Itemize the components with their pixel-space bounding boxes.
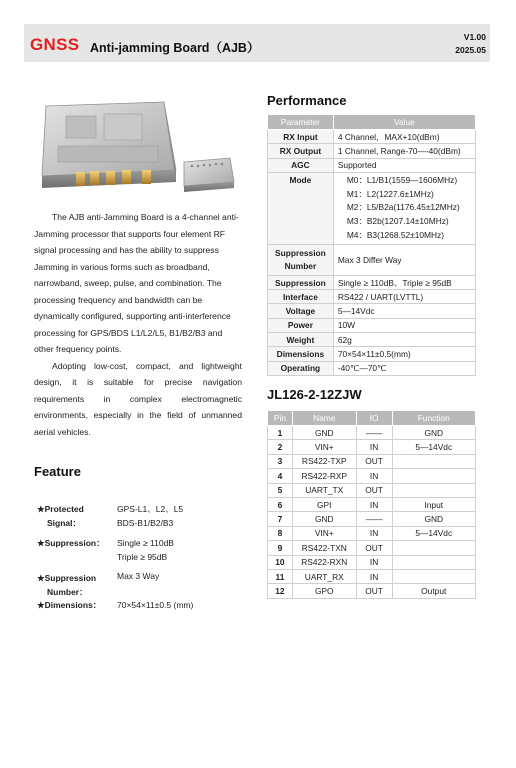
brand-title: GNSS [30, 35, 80, 54]
table-row: 2 VIN+ IN 5—14Vdc [268, 440, 476, 454]
pinout-heading: JL126-2-12ZJW [267, 387, 362, 402]
table-row: 5 UART_TX OUT [268, 483, 476, 497]
table-row: Power 10W [268, 318, 476, 332]
table-row: Operating -40℃—70℃ [268, 361, 476, 375]
performance-table [267, 114, 476, 376]
table-row: Voltage 5—14Vdc [268, 304, 476, 318]
mode-line: M1：L2(1227.6±1MHz) [346, 188, 434, 199]
table-row: 9 RS422-TXN OUT [268, 541, 476, 555]
document-title: Anti-jamming Board（AJB） [90, 41, 260, 55]
table-row: 4 RS422-RXP IN [268, 469, 476, 483]
feature-value-protected-signal: GPS-L1、L2、L5 BDS-B1/B2/B3 [117, 504, 184, 528]
version-number: V1.00 [463, 32, 486, 42]
column-header: Value [333, 115, 475, 130]
table-row: Weight 62g [268, 333, 476, 347]
feature-value-suppression-number: Max 3 Way [117, 571, 160, 581]
table-row: RX Output 1 Channel, Range-70—-40(dBm) [268, 144, 476, 158]
column-header: Pin [268, 411, 293, 426]
table-row: 10 RS422-RXN IN [268, 555, 476, 569]
table-row: 7 GND —— GND [268, 512, 476, 526]
description-paragraph: The AJB anti-Jamming Board is a 4-channel anti-Jamming processor that supports four element RF signal processing and has the ability to suppress Jamming in various forms such as broadband, narrowband, sweep, pulse, and combination. The processing frequency and bandwidth can be dynamically configured, supporting anti-interference processing for GPS/BDS L1/L2/L5, B1/B2/B3 and other frequency points. [34, 212, 239, 354]
mode-line: M0：L1/B1(1559—1606MHz) [346, 174, 458, 185]
product-photo [24, 92, 254, 202]
column-header: IO [356, 411, 392, 426]
table-row: Interface RS422 / UART(LVTTL) [268, 290, 476, 304]
performance-heading: Performance [267, 93, 347, 108]
feature-label-dimensions: ★Dimensions： [37, 600, 102, 610]
column-header: Function [392, 411, 475, 426]
mode-line: M4：B3(1268.52±10MHz) [346, 230, 445, 241]
table-row: AGC Supported [268, 158, 476, 172]
mode-line: M2：L5/B2a(1176.45±12MHz) [346, 202, 460, 213]
table-row: Dimensions 70×54×11±0.5(mm) [268, 347, 476, 361]
table-row: Suppression Number Max 3 Differ Way [268, 244, 476, 275]
version-date: 2025.05 [455, 45, 486, 55]
table-row: Mode M0：L1/B1(1559—1606MHz) M1：L2(1227.6±1MHz) M2：L5/B2a(1176.45±12MHz) M3：B2b(1207.14±10MHz) M4：B3(1268.52±10MHz) [268, 172, 476, 244]
pinout-table [267, 410, 476, 599]
product-description [34, 209, 242, 440]
table-row: RX Input 4 Channel，MAX+10(dBm) [268, 130, 476, 144]
table-row: 12 GPO OUT Output [268, 584, 476, 598]
table-row: 3 RS422-TXP OUT [268, 454, 476, 468]
table-row: 11 UART_RX IN [268, 569, 476, 583]
column-header: Parameter [268, 115, 334, 130]
feature-heading: Feature [34, 464, 81, 479]
description-paragraph: Adopting low-cost, compact, and lightweight design, it is suitable for precise navigation requirements in complex electromagnetic environments, especially in the field of unmanned aerial vehicles. [34, 360, 242, 437]
feature-label-protected-signal: ★Protected Signal： [37, 504, 84, 528]
feature-label-suppression: ★Suppression： [37, 538, 105, 548]
table-row: Suppression Single ≥ 110dB、Triple ≥ 95dB [268, 275, 476, 289]
table-row: 8 VIN+ IN 5—14Vdc [268, 526, 476, 540]
column-header: Name [292, 411, 356, 426]
feature-label-suppression-number: ★Suppression Number： [37, 573, 97, 597]
document-header [24, 24, 490, 62]
feature-value-dimensions: 70×54×11±0.5 (mm) [117, 600, 194, 610]
mode-line: M3：B2b(1207.14±10MHz) [346, 216, 449, 227]
version-block [455, 31, 486, 57]
table-row: 6 GPI IN Input [268, 497, 476, 511]
feature-value-suppression: Single ≥ 110dB Triple ≥ 95dB [117, 538, 174, 562]
table-row: 1 GND —— GND [268, 426, 476, 440]
